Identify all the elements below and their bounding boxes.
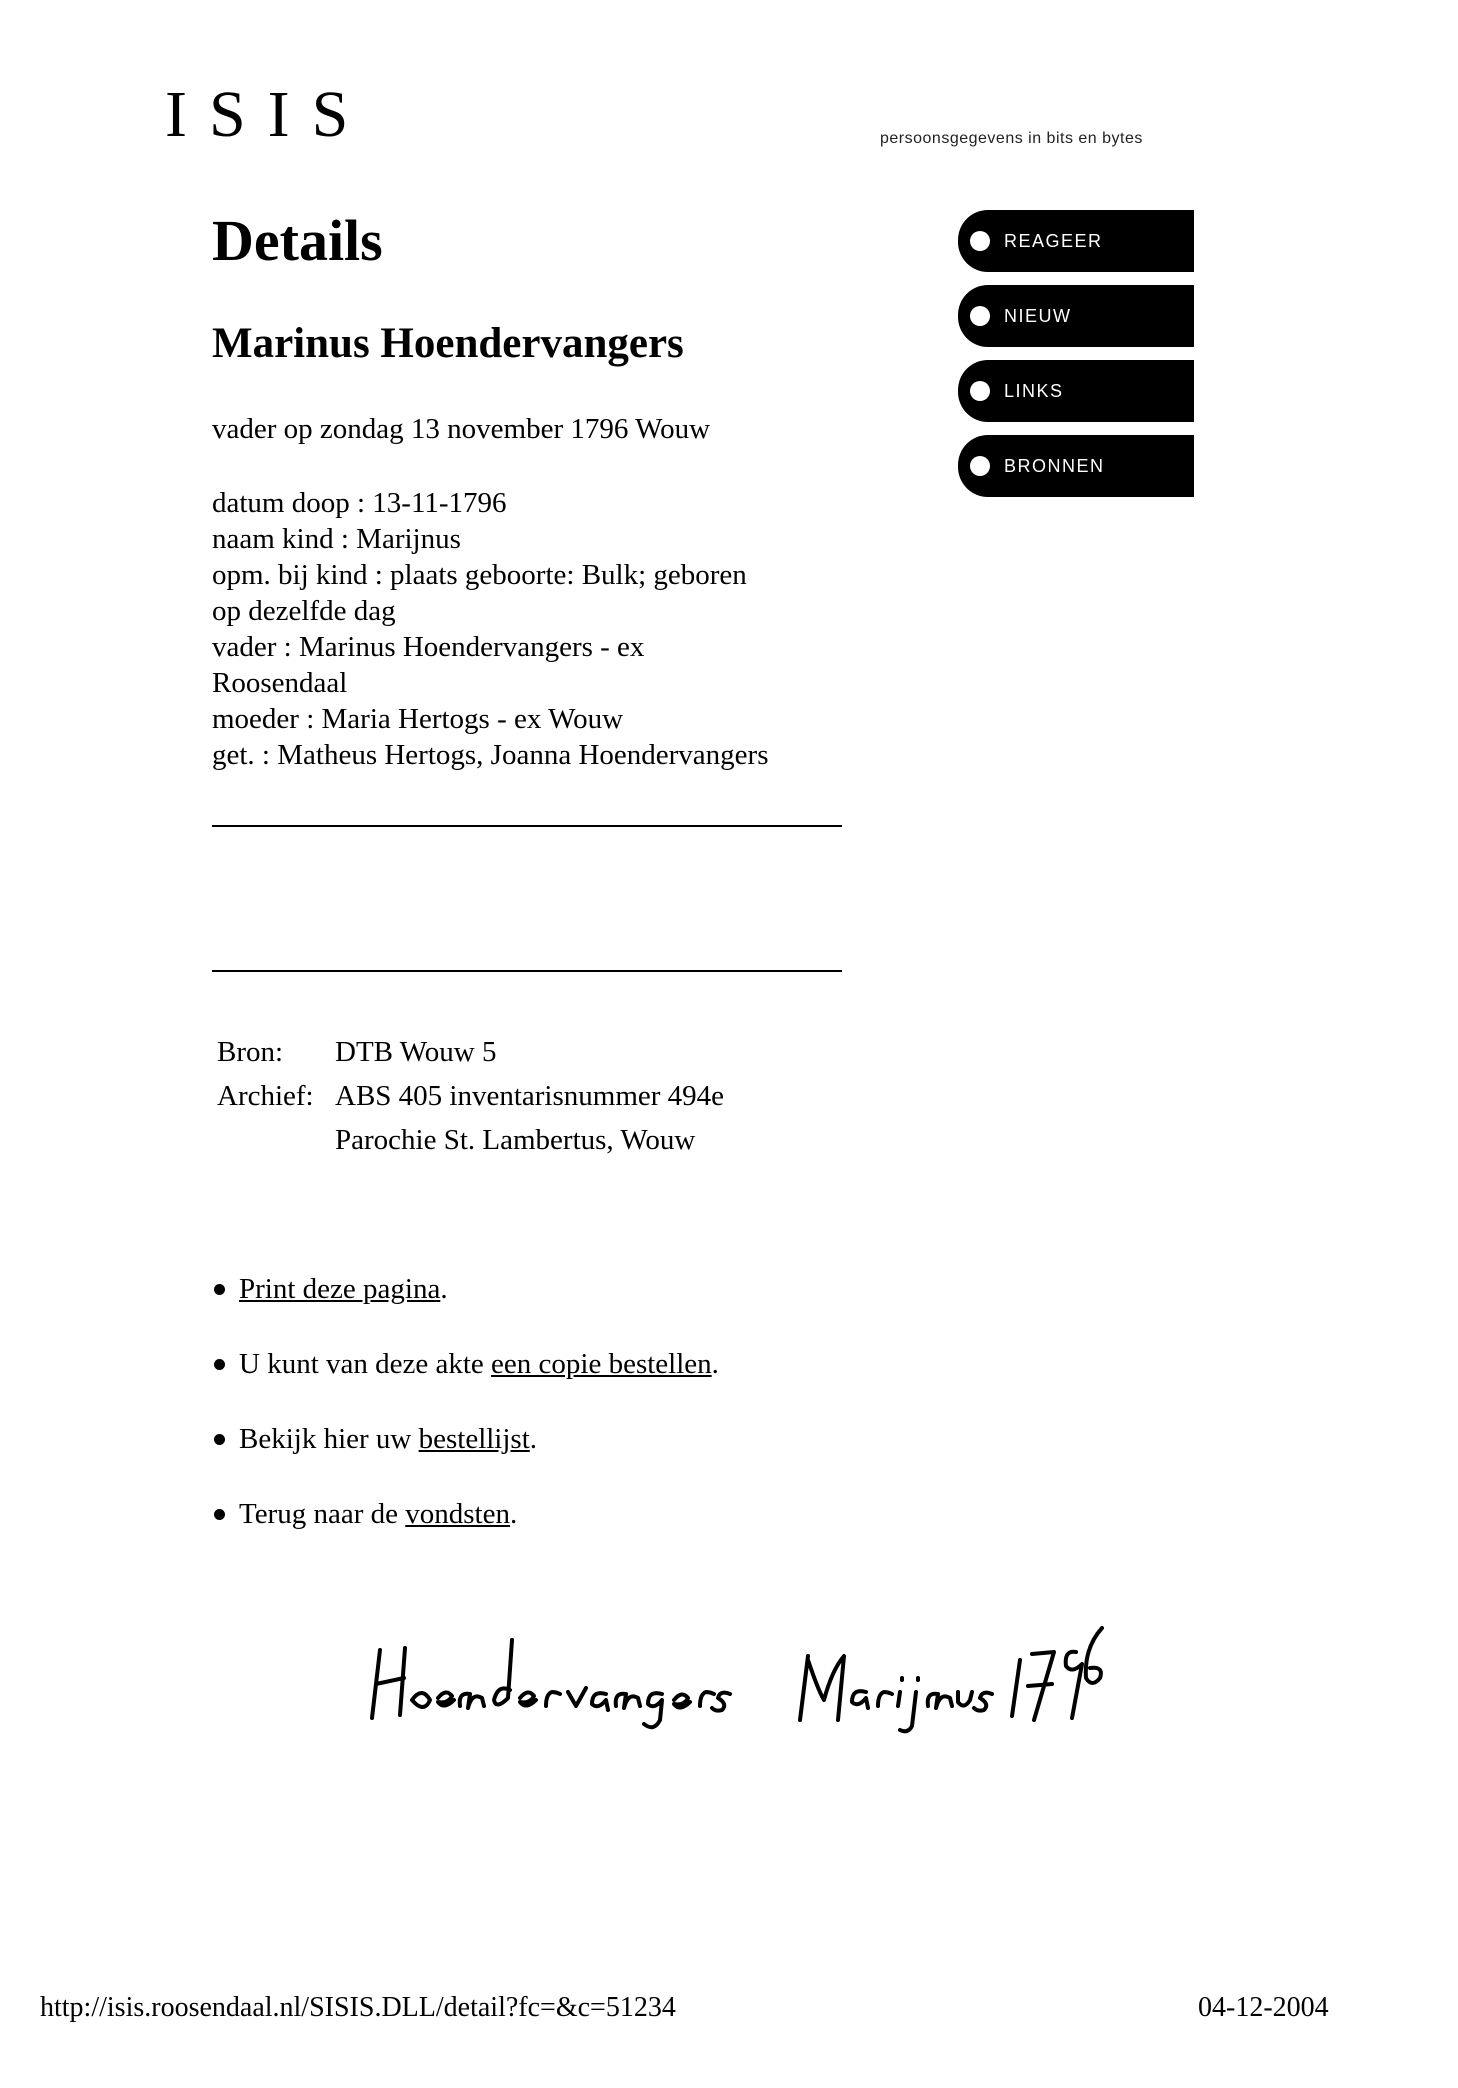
source-block [217,1030,724,1162]
nav-button-reageer[interactable] [958,210,1194,272]
back-to-results-link[interactable]: vondsten [405,1498,510,1530]
archief-value: ABS 405 inventarisnummer 494e [335,1080,725,1112]
detail-line: opm. bij kind : plaats geboorte: Bulk; geboren [212,559,747,591]
nav-button-bronnen[interactable] [958,435,1194,497]
handwriting-drawing [360,1620,1120,1750]
detail-line: op dezelfde dag [212,595,396,627]
bron-value: DTB Wouw 5 [335,1036,497,1068]
side-navigation [958,210,1194,510]
archief-label: Archief: [217,1080,314,1112]
action-list [212,1270,719,1570]
site-logo: ISIS [165,78,371,151]
nav-label: NIEUW [1004,305,1072,326]
list-item: Terug naar de vondsten . [212,1495,719,1533]
bullet-icon [214,1284,225,1295]
detail-line: naam kind : Marijnus [212,523,461,555]
archief-value-2: Parochie St. Lambertus, Wouw [335,1124,696,1156]
bullet-icon [970,456,990,476]
divider [212,970,842,972]
bron-label: Bron: [217,1036,284,1068]
detail-line: datum doop : 13-11-1796 [212,487,507,519]
print-date: 04-12-2004 [1198,1992,1329,2023]
list-item: Print deze pagina . [212,1270,719,1308]
bullet-icon [214,1359,225,1370]
list-item: U kunt van deze akte een copie bestellen . [212,1345,719,1383]
divider [212,825,842,827]
detail-line: get. : Matheus Hertogs, Joanna Hoendervangers [212,739,769,771]
bullet-icon [214,1509,225,1520]
list-item: Bekijk hier uw bestellijst . [212,1420,719,1458]
page-title: Details [212,208,383,273]
order-list-link[interactable]: bestellijst [418,1423,530,1455]
nav-button-links[interactable] [958,360,1194,422]
order-copy-link[interactable]: een copie bestellen [491,1348,712,1380]
detail-line: vader : Marinus Hoendervangers - ex [212,631,645,663]
bullet-icon [970,381,990,401]
detail-line: Roosendaal [212,667,348,699]
site-tagline: persoonsgegevens in bits en bytes [880,130,1143,147]
record-details [212,485,852,773]
nav-label: LINKS [1004,380,1064,401]
bullet-icon [970,306,990,326]
handwritten-annotation [360,1620,1120,1755]
print-link[interactable]: Print deze pagina [239,1273,441,1305]
nav-button-nieuw[interactable] [958,285,1194,347]
bullet-icon [214,1434,225,1445]
nav-label: REAGEER [1004,230,1103,251]
detail-line: moeder : Maria Hertogs - ex Wouw [212,703,624,735]
person-name: Marinus Hoendervangers [212,320,684,367]
page-url: http://isis.roosendaal.nl/SISIS.DLL/detail?fc=&c=51234 [40,1992,676,2023]
bullet-icon [970,231,990,251]
record-subtitle: vader op zondag 13 november 1796 Wouw [212,413,711,445]
nav-label: BRONNEN [1004,455,1105,476]
